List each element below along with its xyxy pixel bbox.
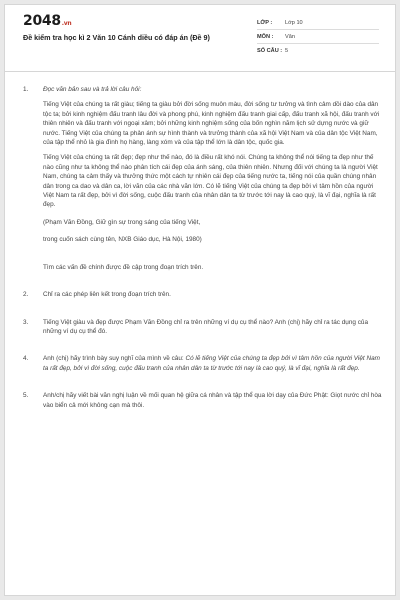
passage-paragraph-1: Tiếng Việt của chúng ta rất giàu; tiếng ta giàu bởi đời sống muôn màu, đời sống tư tưởng và tình cảm dồi dào của dân tộc ta; bởi kinh nghiệm đấu tranh lâu đời và phong phú, kinh nghiệm đấu tranh giai cấp, đấu tranh xã hội, đấu tranh với thiên nhiên và đấu tranh với ngoại xâm; bởi những kinh nghiệm sống của bốn nghìn năm lịch sử dựng nước và giữ nước. Tiếng Việt của chúng ta phản ánh sự hình thành và trưởng thành của xã hội Việt Nam và của dân tộc Việt Nam, của tập thể nhỏ là gia đình họ hàng, làng xóm và của tập thể lớn là dân tộc, quốc gia. xyxy=(43,101,380,147)
question-number: 3. xyxy=(23,318,29,326)
header-divider xyxy=(5,71,395,72)
meta-label: MÔN : xyxy=(257,33,274,40)
question-3 xyxy=(23,318,383,337)
question-text: Chỉ ra các phép liên kết trong đoạn trích trên. xyxy=(43,291,171,299)
question-4 xyxy=(23,354,383,373)
meta-table xyxy=(257,16,379,58)
meta-value: Lớp 10 xyxy=(285,19,303,26)
meta-row-subject xyxy=(257,30,379,44)
question-list xyxy=(23,85,383,410)
logo-number: 2048 xyxy=(23,13,61,29)
question-number: 1. xyxy=(23,86,29,93)
passage-paragraph-2: Tiếng Việt của chúng ta rất đẹp; đẹp như thế nào, đó là điều rất khó nói. Chúng ta không thể nói tiếng ta đẹp như thế nào cũng như ta không thể nào phân tích cái đẹp của ánh sáng, của thiên nhiên. Nhưng đối với chúng ta là người Việt Nam, chúng ta cảm thấy và thưởng thức một cách tự nhiên cái đẹp của tiếng nước ta, tiếng nói của quần chúng nhân dân trong ca dao và dân ca, lời văn của các nhà văn lớn. Có lẽ tiếng Việt của chúng ta đẹp bởi vì tâm hồn của người Việt Nam ta rất đẹp, bởi vì đời sống, cuộc đấu tranh của nhân dân ta từ trước tới nay là cao quý, là vĩ đại, nghĩa là rất đẹp. xyxy=(43,154,378,209)
question-body xyxy=(43,354,383,373)
meta-value: Văn xyxy=(285,33,295,40)
page-title: Đề kiểm tra học kì 2 Văn 10 Cánh diều có đáp án (Đề 9) xyxy=(23,33,210,42)
site-logo[interactable] xyxy=(23,13,71,29)
question-1 xyxy=(23,85,383,272)
question-text: Anh/chị hãy viết bài văn nghị luận về mối quan hệ giữa cá nhân và tập thể qua lời dạy của Đức Phật: Giọt nước chỉ hòa vào biển cả mới không cạn mà thôi. xyxy=(43,392,382,409)
meta-row-count xyxy=(257,44,379,58)
document-page xyxy=(4,4,396,596)
logo-suffix: .vn xyxy=(61,20,72,27)
meta-label: LỚP : xyxy=(257,19,273,26)
question-number: 4. xyxy=(23,355,29,363)
passage-source-2: trong cuốn sách cùng tên, NXB Giáo dục, Hà Nội, 1980) xyxy=(43,236,202,244)
document-header xyxy=(5,5,395,69)
question-task: Tìm các vấn đề chính được đề cập trong đoạn trích trên. xyxy=(43,263,204,271)
meta-label: SỐ CÂU : xyxy=(257,48,283,54)
question-5 xyxy=(23,391,383,410)
question-2 xyxy=(23,290,383,299)
question-prompt: Đọc văn bản sau và trả lời câu hỏi: xyxy=(43,86,142,93)
question-lead: Anh (chị) hãy trình bày suy nghĩ của mình về câu: xyxy=(43,355,186,363)
meta-value: 5 xyxy=(285,48,289,54)
question-number: 2. xyxy=(23,291,29,299)
passage-source-1: (Phạm Văn Đồng, Giữ gìn sự trong sáng của tiếng Việt, xyxy=(43,218,201,226)
question-number: 5. xyxy=(23,392,29,400)
question-quote: Có lẽ tiếng Việt của chúng ta đẹp bởi vì tâm hồn của người Việt Nam ta rất đẹp, bởi vì đời sống, cuộc đấu tranh của nhân dân ta từ trước tới nay là cao quý, là vĩ đại, nghĩa là rất đẹp. xyxy=(43,355,380,372)
meta-row-class xyxy=(257,16,379,30)
question-text: Tiếng Việt giàu và đẹp được Phạm Văn Đồng chỉ ra trên những ví dụ cụ thể nào? Anh (chị) hãy chỉ ra tác dụng của những ví dụ cụ thể đó. xyxy=(43,318,369,335)
question-body xyxy=(43,85,383,272)
